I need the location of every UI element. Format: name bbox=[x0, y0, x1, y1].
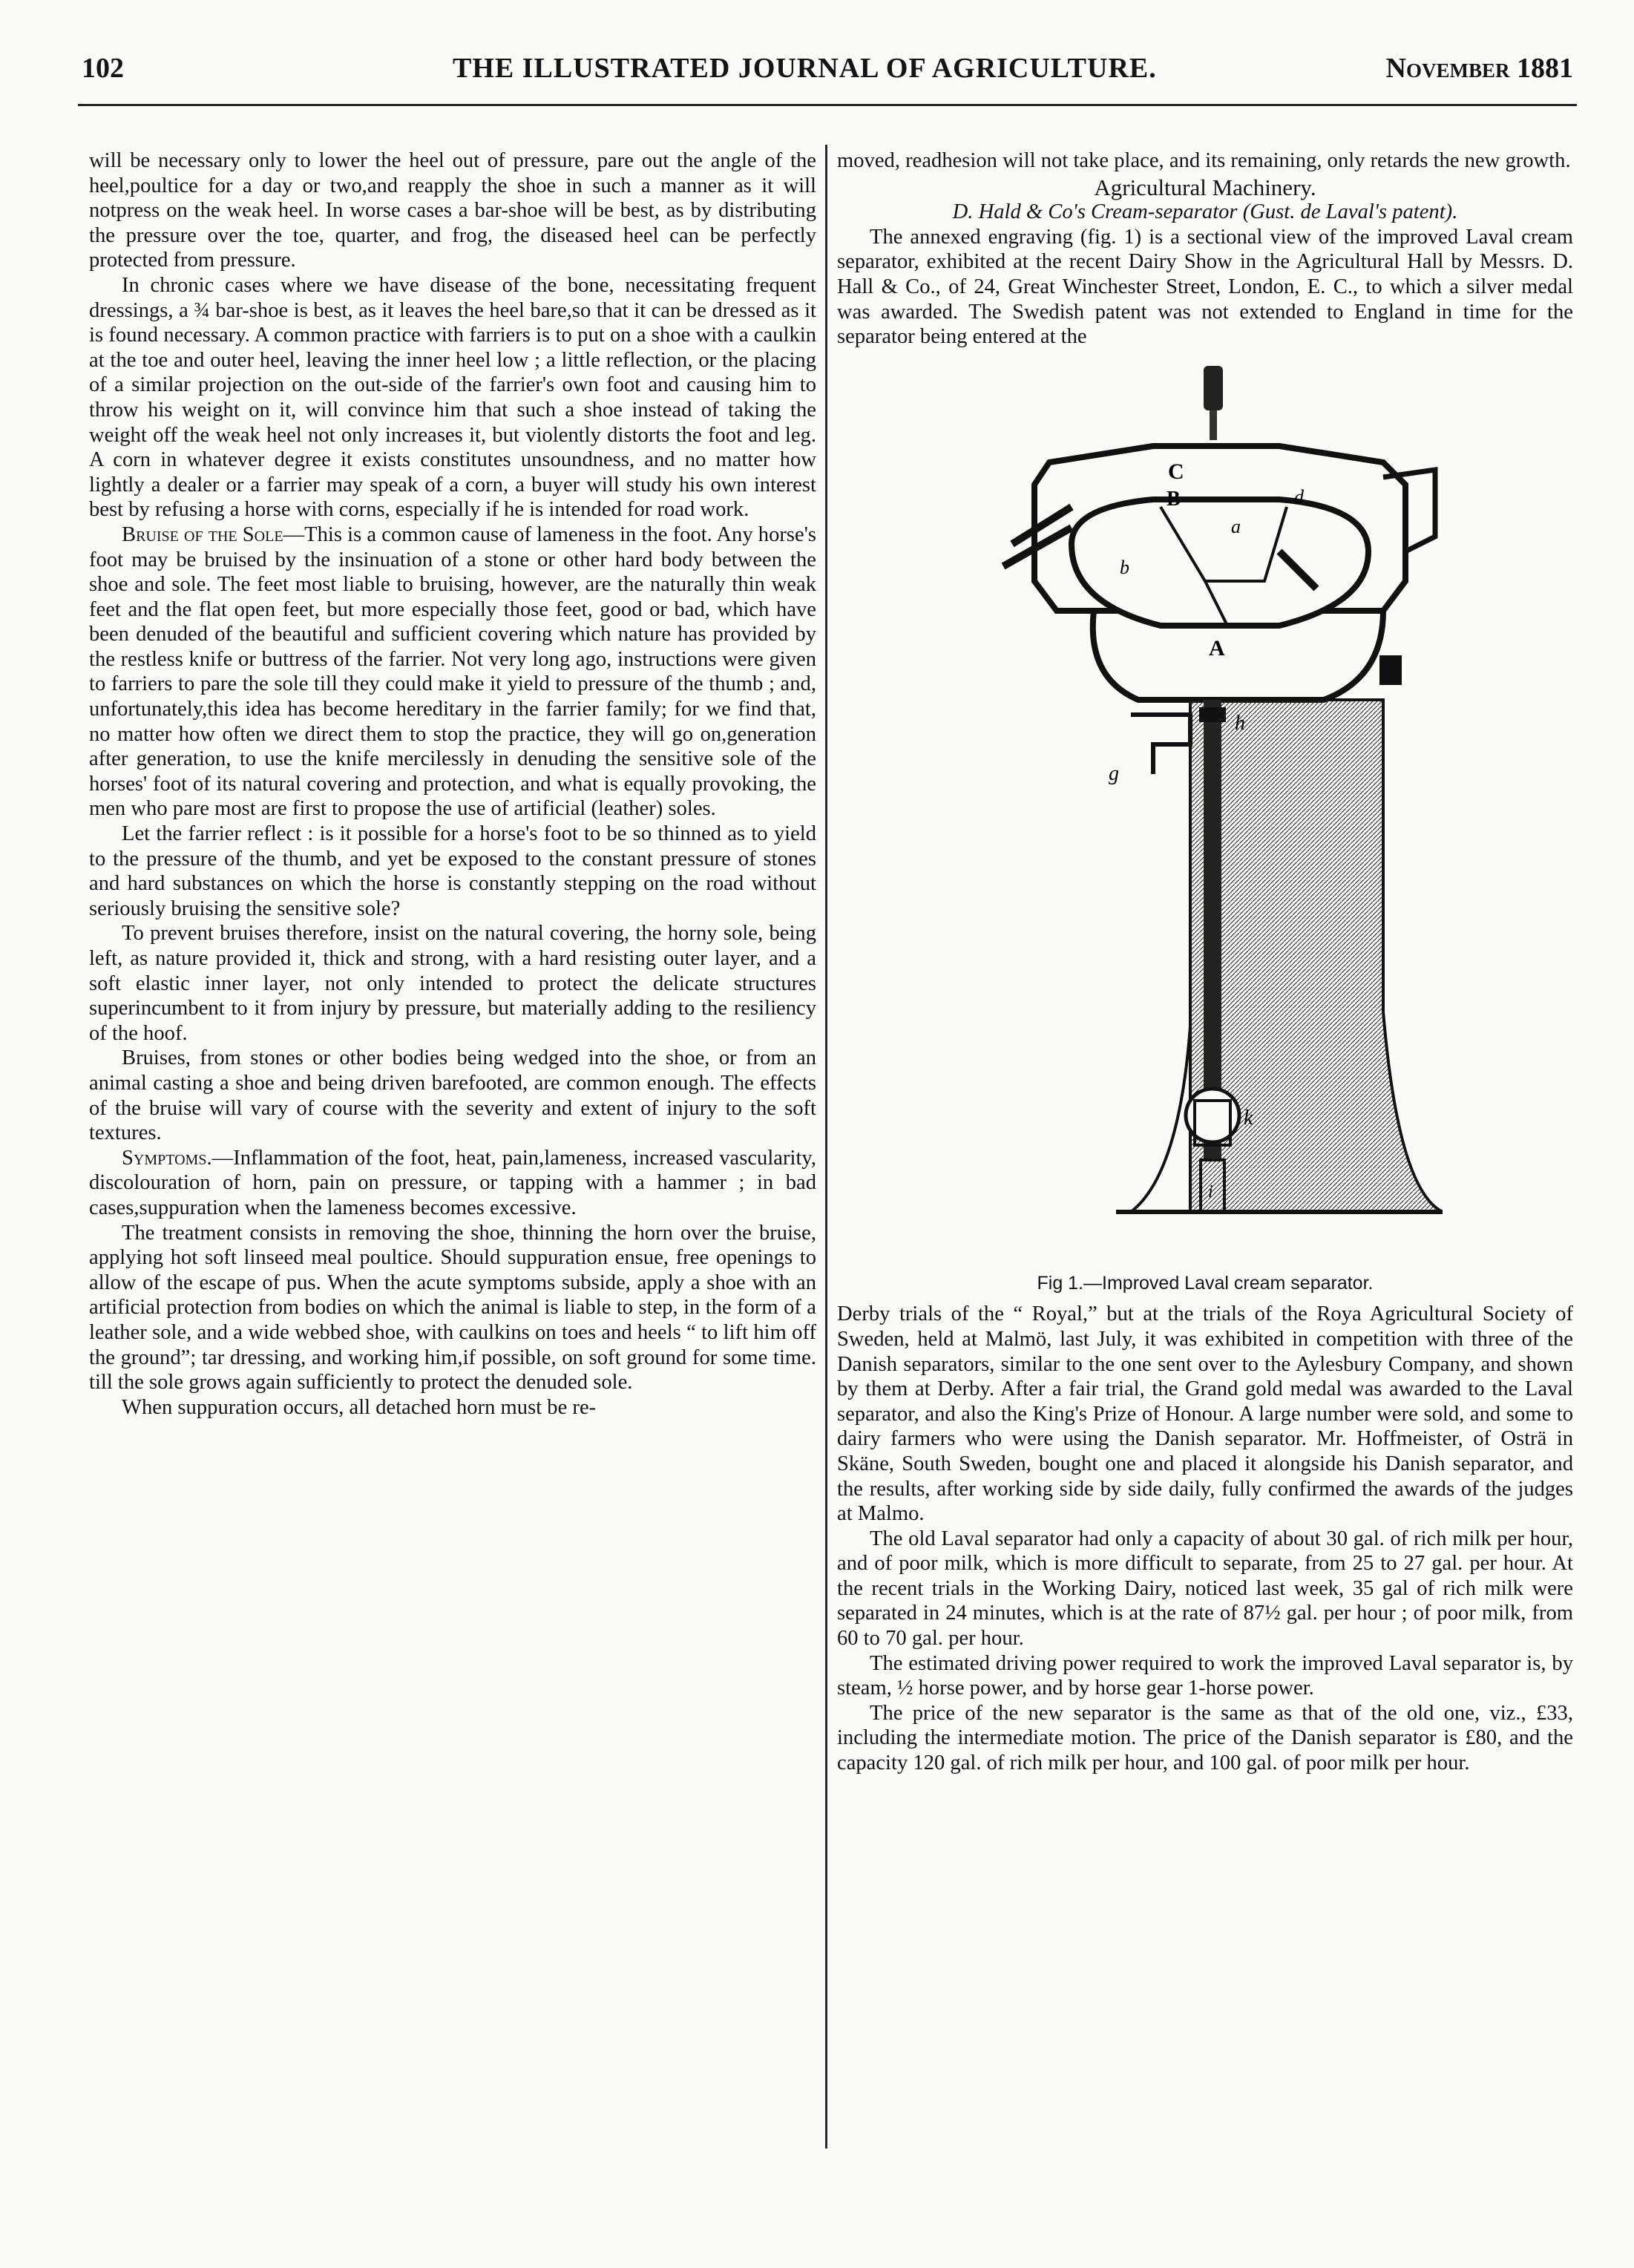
header-rule bbox=[78, 104, 1577, 106]
run-in-heading: Bruise of the Sole bbox=[122, 522, 283, 546]
paragraph: When suppuration occurs, all detached horn must be re- bbox=[122, 1395, 597, 1419]
issue-date: November 1881 bbox=[1385, 53, 1573, 84]
spindle-collar bbox=[1199, 707, 1226, 722]
separator-drum bbox=[1072, 499, 1368, 626]
figure-label-b: B bbox=[1167, 487, 1181, 511]
left-column bbox=[89, 148, 816, 1420]
journal-title: THE ILLUSTRATED JOURNAL OF AGRICULTURE. bbox=[453, 53, 1157, 84]
running-header bbox=[82, 52, 1573, 96]
paragraph: will be necessary only to lower the heel out of pressure, pare out the angle of the heel,poultice for a day or two,and reapply the shoe in such a manner as it will notpress on the weak heel. In worse cases a bar-shoe will be best, as by distributing the pressure over the toe, quarter, and frog, the diseased heel can be perfectly protected from pressure. bbox=[89, 149, 816, 272]
figure-1 bbox=[837, 358, 1573, 1297]
figure-label-a-large: A bbox=[1209, 635, 1225, 661]
page-number: 102 bbox=[82, 53, 124, 84]
paragraph: Bruises, from stones or other bodies being wedged into the shoe, or from an animal casting a shoe and being driven barefooted, are common enough. The effects of the bruise will vary of course with the severity and extent of injury to the soft textures. bbox=[89, 1046, 816, 1145]
paragraph: Let the farrier reflect : is it possible for a horse's foot to be so thinned as to yield to the pressure of the thumb, and yet be exposed to the constant pressure of stones and hard substances on which the horse is constantly stepping on the road without seriously bruising the sensitive sole? bbox=[89, 822, 816, 920]
paragraph: To prevent bruises therefore, insist on the natural covering, the horny sole, being left, as nature provided it, thick and strong, with a hard resisting outer layer, and a soft elastic inner layer, not only intended to protect the delicate structures superincumbent to it from injury by pressure, but materially adding to the resiliency of the hoof. bbox=[89, 922, 816, 1045]
cream-separator-engraving bbox=[968, 358, 1443, 1271]
figure-label-a-small: a bbox=[1231, 515, 1241, 537]
outlet-pipe bbox=[1012, 507, 1072, 544]
paragraph: In chronic cases where we have disease of the bone, necessitating frequent dressings, a ¾ bar-shoe is best, as it leaves the heel bare,so that it can be dressed as it is found necessary. A common practice with farriers is to put on a shoe with a caulkin at the toe and outer heel, leaving the inner heel low ; a little reflection, or the placing of a similar projection on the out-side of the farrier's own foot and causing him to throw his weight on it, will convince him that such a shoe instead of taking the weight off the weak heel not only increases it, but violently distorts the foot and leg. A corn in whatever degree it exists constitutes unsoundness, and no matter how lightly a dealer or a farrier may speak of a corn, a buyer will study his own interest best by refusing a horse with corns, especially if he is intended for road work. bbox=[89, 273, 816, 522]
figure-label-c: C bbox=[1168, 459, 1184, 484]
section-title: Agricultural Machinery. bbox=[1094, 174, 1316, 200]
figure-label-k: k bbox=[1244, 1106, 1253, 1130]
figure-label-b-small: b bbox=[1120, 556, 1129, 578]
figure-label-i: i bbox=[1208, 1181, 1213, 1202]
figure-caption: Fig 1.—Improved Laval cream separator. bbox=[1037, 1272, 1374, 1294]
paragraph: Bruise of the Sole—This is a common cause of lameness in the foot. Any horse's foot may be bruised by the insinuation of a stone or other hard body between the shoe and sole. The feet most liable to bruising, however, are the naturally thin weak feet and the flat open feet, but more especially those feet, good or bad, which have been denuded of the beautiful and sufficient covering which nature has provided by the restless knife or buttress of the farrier. Not very long ago, instructions were given to farriers to pare the sole till they could make it yield to pressure of the thumb ; and, unfortunately,this idea has become hereditary in the farrier family; for we find that, no matter how often we direct them to stop the practice, they will go on,generation after generation, to use the knife mercilessly in denuding the sensitive sole of the horses' foot of its natural covering and protection, and what is equally provoking, the men who pare most are first to propose the use of artificial (leather) soles. bbox=[89, 522, 817, 821]
paragraph: The treatment consists in removing the shoe, thinning the horn over the bruise, applying hot soft linseed meal poultice. Should suppuration ensue, free openings to allow of the escape of pus. When the acute symptoms subside, apply a shoe with an artificial protection from bodies on which the animal is liable to step, in the form of a leather sole, and a wide webbed shoe, with caulkins on toes and heels “ to lift him off the ground”; tar dressing, and working him,if possible, on soft ground for some time. till the sole grows again sufficiently to protect the denuded sole. bbox=[89, 1221, 816, 1394]
article-subtitle: D. Hald & Co's Cream-separator (Gust. de Laval's patent). bbox=[952, 200, 1458, 224]
paragraph: The estimated driving power required to work the improved Laval separator is, by steam, ½ horse power, and by horse gear 1-horse power. bbox=[837, 1651, 1573, 1700]
housing-lug bbox=[1379, 655, 1402, 685]
paragraph: moved, readhesion will not take place, and its remaining, only retards the new growth. bbox=[837, 149, 1571, 172]
stand-base-left bbox=[1131, 700, 1190, 1212]
crank-shaft bbox=[1210, 410, 1217, 440]
figure-label-g: g bbox=[1109, 761, 1119, 785]
paragraph: The annexed engraving (fig. 1) is a sectional view of the improved Laval cream separator, exhibited at the recent Dairy Show in the Agricultural Hall by Messrs. D. Hall & Co., of 24, Great Winchester Street, London, E. C., to which a silver medal was awarded. The Swedish patent was not extended to England in time for the separator being entered at the bbox=[837, 225, 1573, 349]
figure-label-h: h bbox=[1235, 711, 1245, 735]
figure-label-d: d bbox=[1294, 485, 1304, 508]
paragraph: The old Laval separator had only a capacity of about 30 gal. of rich milk per hour, and of poor milk, which is more difficult to separate, from 25 to 27 gal. per hour. At the recent trials in the Working Dairy, noticed last week, 35 gal of rich milk were separated in 24 minutes, which is at the rate of 87½ gal. per hour ; of poor milk, from 60 to 70 gal. per hour. bbox=[837, 1527, 1573, 1651]
paragraph: Symptoms.—Inflammation of the foot, heat, pain,lameness, increased vascularity, discolouration of horn, pain on pressure, or tapping with a hammer ; in bad cases,suppuration when the lameness becomes excessive. bbox=[89, 1146, 816, 1219]
paragraph: The price of the new separator is the same as that of the old one, viz., £33, including the intermediate motion. The price of the Danish separator is £80, and the capacity 120 gal. of rich milk per hour, and 100 gal. of poor milk per hour. bbox=[837, 1701, 1573, 1775]
paragraph: Derby trials of the “ Royal,” but at the trials of the Roya Agricultural Society of Sweden, held at Malmö, last July, it was exhibited in competition with three of the Danish separators, similar to the one sent over to the Aylesbury Company, and shown by them at Derby. After a fair trial, the Grand gold medal was awarded to the Laval separator, and also the King's Prize of Honour. A large number were sold, and some to dairy farmers who were using the Danish separator. Mr. Hoffmeister, of Osträ in Skäne, South Sweden, bought one and placed it alongside his Danish separator, and the results, after working side by side daily, fully confirmed the awards of the judges at Malmo. bbox=[837, 1302, 1573, 1526]
cream-pipe bbox=[1383, 470, 1435, 551]
run-in-heading: Symptoms. bbox=[122, 1146, 212, 1170]
right-column bbox=[837, 148, 1573, 1776]
crank-handle bbox=[1204, 366, 1223, 410]
column-divider bbox=[825, 145, 827, 2149]
bearing-bracket bbox=[1131, 715, 1190, 774]
